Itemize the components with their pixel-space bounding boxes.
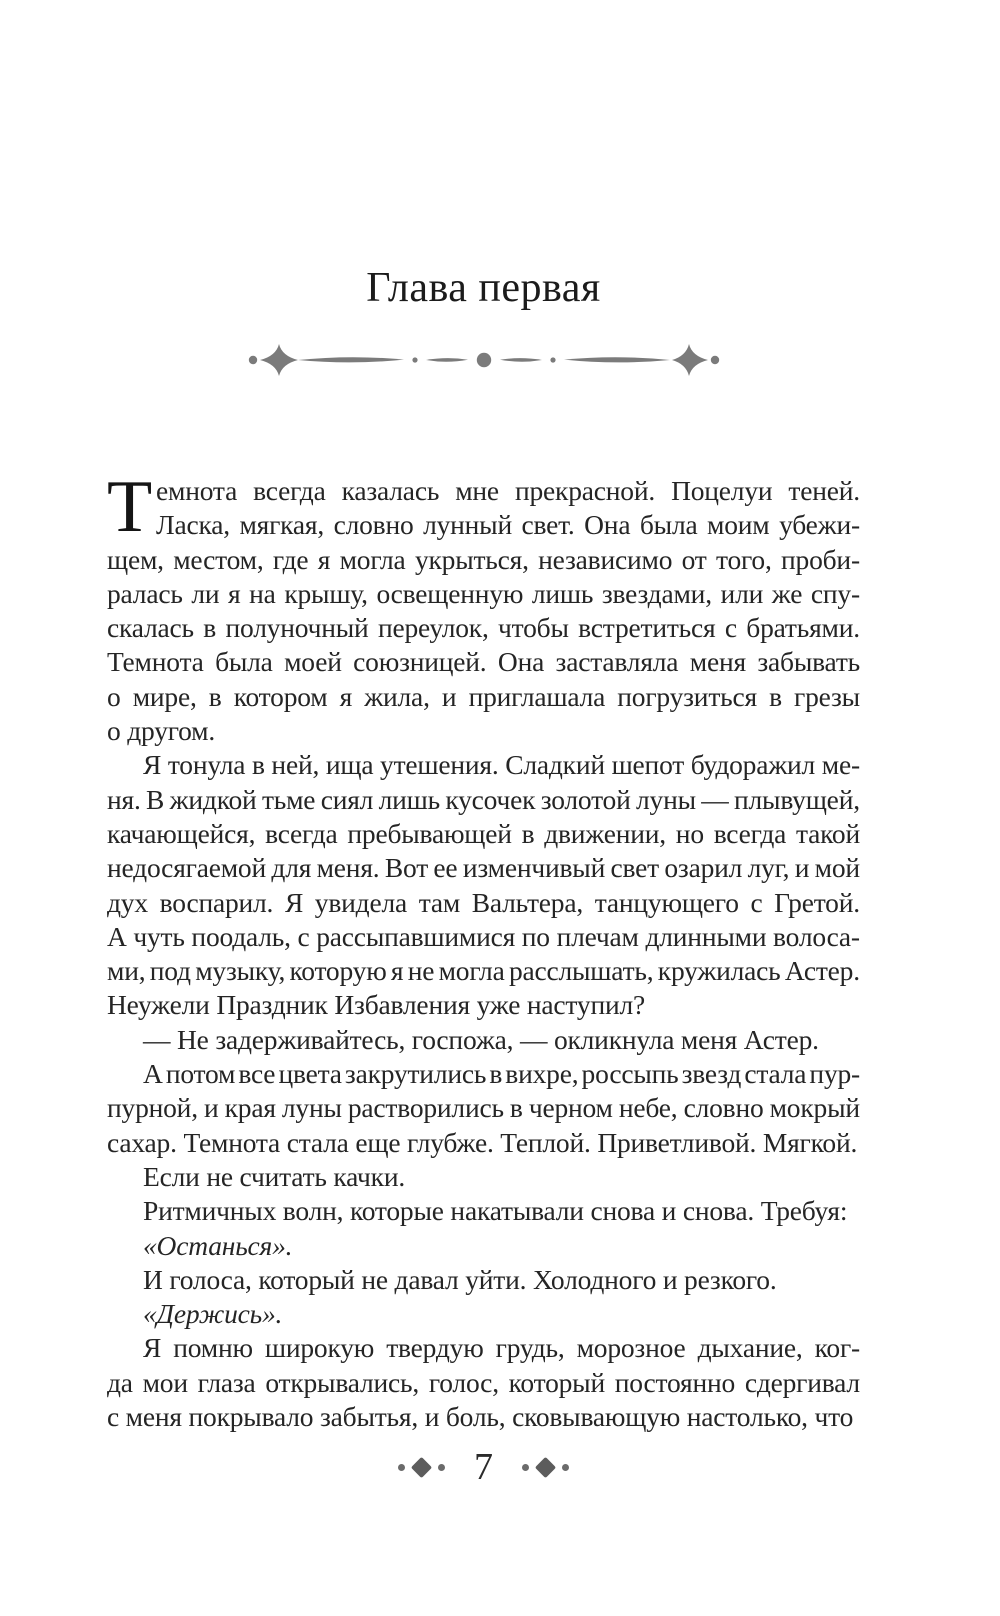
word: в	[509, 1092, 523, 1124]
word: грезы	[794, 680, 860, 712]
word: лишь	[531, 577, 594, 609]
word: в	[521, 817, 535, 849]
text-line: «Останься».	[143, 1229, 293, 1261]
word: тонула	[167, 749, 246, 781]
chapter-title: Глава первая	[366, 265, 601, 311]
word: в	[203, 612, 217, 644]
page-footer	[107, 1446, 860, 1488]
paragraph	[107, 1023, 860, 1057]
text-line: И голоса, который не давал уйти. Холодного и резкого.	[143, 1263, 777, 1295]
word: проби-	[781, 543, 860, 575]
word: меня.	[316, 852, 380, 884]
word: ми,	[107, 955, 146, 987]
word: Она	[584, 509, 631, 541]
word: постоянно	[614, 1366, 736, 1398]
word: кусочек	[445, 783, 536, 815]
paragraph	[107, 1057, 860, 1160]
word: недосягаемой	[107, 852, 267, 884]
diamond-icon	[411, 1456, 432, 1477]
text-line: «Держись».	[143, 1298, 283, 1330]
word: Поцелуи	[671, 475, 773, 506]
word: полуночный	[225, 612, 369, 644]
word: вихре,	[505, 1058, 579, 1090]
paragraph	[107, 1229, 860, 1263]
word: голос,	[428, 1366, 499, 1398]
word: скалась	[107, 612, 194, 644]
word: морозное	[576, 1332, 686, 1364]
word: казалась	[341, 475, 440, 506]
word: крышу,	[284, 577, 368, 609]
word: но	[675, 817, 704, 849]
word: небе,	[618, 1092, 678, 1124]
word: звездами,	[601, 577, 712, 609]
word: Темнота	[107, 646, 204, 678]
word: дыхание,	[697, 1332, 803, 1364]
text-line	[107, 886, 860, 920]
word: убежи-	[779, 509, 860, 541]
word: такой	[795, 817, 860, 849]
word: всегда	[253, 475, 326, 506]
text-line	[107, 1366, 860, 1400]
word: звезд	[681, 1058, 742, 1090]
word: пур-	[809, 1058, 860, 1090]
word: —	[701, 783, 729, 815]
word: поодаль,	[191, 920, 291, 952]
word: моим	[707, 509, 770, 541]
text-line: с меня покрывало забытья, и боль, сковывающую настолько, что	[107, 1401, 854, 1433]
word: я	[228, 577, 241, 609]
word: была	[639, 509, 698, 541]
word: стала	[744, 1058, 807, 1090]
word: от	[681, 543, 707, 575]
word: воспарил.	[159, 886, 274, 918]
word: чуть	[133, 920, 185, 952]
word: Астер.	[784, 955, 860, 987]
word: ког-	[814, 1332, 860, 1364]
word: танцующего	[594, 886, 739, 918]
word: и	[441, 680, 457, 712]
text-line: сахар. Темнота стала еще глубже. Теплой. Приветливой. Мягкой.	[107, 1126, 858, 1158]
word: укрыться,	[414, 543, 529, 575]
word: луг,	[747, 852, 790, 884]
word: черном	[528, 1092, 613, 1124]
word: по	[521, 920, 550, 952]
text-line	[107, 783, 860, 817]
text-line: — Не задерживайтесь, госпожа, — окликнула меня Астер.	[143, 1023, 819, 1055]
text-line: Ритмичных волн, которые накатывали снова и снова. Требуя:	[143, 1195, 848, 1227]
word: Сладкий	[505, 749, 605, 781]
word: в	[489, 1058, 503, 1090]
text-line	[107, 577, 860, 611]
word: волоса-	[773, 920, 860, 952]
word: мои	[142, 1366, 188, 1398]
word: движении,	[544, 817, 666, 849]
word: меня	[689, 646, 746, 678]
word: растворились	[347, 1092, 504, 1124]
dot-icon	[562, 1464, 569, 1471]
word: грудь,	[495, 1332, 565, 1364]
word: о	[107, 680, 121, 712]
word: и	[794, 852, 810, 884]
word: закрутились	[344, 1058, 487, 1090]
word: А	[143, 1058, 163, 1090]
word: музыку,	[195, 955, 286, 987]
paragraph	[107, 1297, 860, 1331]
word: в	[208, 680, 222, 712]
word: В	[146, 783, 165, 815]
diamond-icon	[535, 1456, 556, 1477]
dot-icon	[522, 1464, 529, 1471]
word: свет	[610, 852, 659, 884]
word: Вальтера,	[471, 886, 584, 918]
word: с	[724, 612, 737, 644]
text-line	[107, 1091, 860, 1125]
word: я	[339, 680, 353, 712]
word: освещенную	[376, 577, 524, 609]
word: Я	[143, 749, 162, 781]
paragraph	[107, 1194, 860, 1228]
word: ее	[433, 852, 458, 884]
text-line	[156, 508, 860, 542]
word: открывались,	[265, 1366, 420, 1398]
word: золотой	[540, 783, 631, 815]
word: ли	[191, 577, 220, 609]
body-text	[107, 466, 860, 1434]
word: Гретой.	[774, 886, 860, 918]
word: могла	[438, 955, 505, 987]
text-line	[107, 748, 860, 782]
text-line	[107, 817, 860, 851]
text-line	[156, 474, 860, 508]
word: независимо	[538, 543, 673, 575]
word: забывать	[757, 646, 860, 678]
word: кружилась	[657, 955, 781, 987]
word: с	[750, 886, 763, 918]
text-line: Неужели Праздник Избавления уже наступил?	[107, 989, 646, 1021]
word: края	[224, 1092, 276, 1124]
word: щем,	[107, 543, 164, 575]
word: расслышать,	[508, 955, 654, 987]
word: погрузиться	[617, 680, 757, 712]
dot-icon	[398, 1464, 405, 1471]
word: переулок,	[377, 612, 489, 644]
word: того,	[716, 543, 772, 575]
word: россыпь	[581, 1058, 679, 1090]
word: плывущей,	[734, 783, 860, 815]
text-line	[107, 645, 860, 679]
word: пребывающей	[347, 817, 512, 849]
word: всегда	[713, 817, 787, 849]
word: А	[107, 920, 127, 952]
word: с	[297, 920, 310, 952]
word: цвета	[278, 1058, 342, 1090]
word: где	[272, 543, 309, 575]
word: все	[238, 1058, 276, 1090]
word: ища	[325, 749, 374, 781]
word: местом,	[173, 543, 264, 575]
word: мокрый	[769, 1092, 860, 1124]
word: качающейся,	[107, 817, 256, 849]
word: не	[407, 955, 435, 987]
paragraph	[107, 1331, 860, 1434]
word: глаза	[197, 1366, 256, 1398]
word: потом	[165, 1058, 236, 1090]
word: лишь	[378, 783, 440, 815]
paragraph	[107, 1263, 860, 1297]
word: который	[508, 1366, 605, 1398]
word: емнота	[156, 475, 238, 506]
word: твердую	[386, 1332, 484, 1364]
word: встретиться	[578, 612, 716, 644]
word: сдергивал	[744, 1366, 860, 1398]
word: теней.	[788, 475, 860, 506]
word: ме-	[821, 749, 860, 781]
word: или	[720, 577, 764, 609]
word: братьями.	[746, 612, 860, 644]
word: под	[149, 955, 191, 987]
word: там	[418, 886, 461, 918]
word: тьме	[261, 783, 316, 815]
word: была	[215, 646, 273, 678]
text-line: о другом.	[107, 715, 216, 747]
word: сиял	[320, 783, 374, 815]
word: увидела	[314, 886, 407, 918]
word: приглашала	[468, 680, 606, 712]
text-line	[107, 611, 860, 645]
word: мне	[455, 475, 499, 506]
word: ня.	[107, 783, 141, 815]
word: и	[203, 1092, 219, 1124]
word: мягкая,	[239, 509, 325, 541]
word: помню	[173, 1332, 253, 1364]
word: плечам	[556, 920, 639, 952]
dot-icon	[438, 1464, 445, 1471]
word: прекрасной.	[514, 475, 656, 506]
word: Я	[143, 1332, 162, 1364]
word: чтобы	[498, 612, 569, 644]
word: шепот	[611, 749, 685, 781]
text-line	[107, 1331, 860, 1365]
text-line	[107, 954, 860, 988]
word: жидкой	[169, 783, 257, 815]
paragraph	[107, 1160, 860, 1194]
divider-flourish-icon	[248, 342, 720, 378]
word: могла	[339, 543, 406, 575]
word: моей	[284, 646, 342, 678]
word: рассыпавшимися	[316, 920, 516, 952]
word: ралась	[107, 577, 183, 609]
word: луны	[636, 783, 696, 815]
word: изменчивый	[462, 852, 606, 884]
word: Она	[497, 646, 545, 678]
word: словно	[683, 1092, 764, 1124]
word: всегда	[265, 817, 338, 849]
word: Ласка,	[156, 509, 230, 541]
word: жила,	[364, 680, 430, 712]
word: мой	[814, 852, 860, 884]
word: словно	[333, 509, 414, 541]
text-line: Если не считать качки.	[143, 1160, 406, 1192]
word: луны	[281, 1092, 342, 1124]
word: озарил	[664, 852, 743, 884]
word: длинными	[645, 920, 767, 952]
text-line	[107, 1057, 860, 1091]
word: же	[771, 577, 803, 609]
word: союзницей.	[353, 646, 487, 678]
word: мире,	[132, 680, 197, 712]
word: я	[317, 543, 331, 575]
paragraph	[107, 466, 860, 748]
word: пурной,	[107, 1092, 198, 1124]
page-number: 7	[474, 1446, 493, 1488]
word: да	[107, 1366, 133, 1398]
word: котором	[233, 680, 328, 712]
word: утешения.	[380, 749, 499, 781]
divider-ornament	[107, 342, 860, 378]
paragraph	[107, 748, 860, 1022]
word: на	[249, 577, 276, 609]
word: я	[390, 955, 404, 987]
word: Вот	[384, 852, 429, 884]
word: для	[271, 852, 312, 884]
word: широкую	[264, 1332, 375, 1364]
text-line	[107, 680, 860, 714]
word: дух	[107, 886, 148, 918]
word: спу-	[810, 577, 860, 609]
word: в	[251, 749, 265, 781]
word: Я	[284, 886, 304, 918]
text-line	[107, 543, 860, 577]
word: свет.	[521, 509, 575, 541]
text-line	[107, 851, 860, 885]
word: лунный	[423, 509, 512, 541]
text-line	[107, 920, 860, 954]
word: которую	[289, 955, 387, 987]
word: ней,	[271, 749, 320, 781]
word: в	[769, 680, 782, 712]
word: будоражил	[690, 749, 816, 781]
word: заставляла	[555, 646, 679, 678]
drop-cap: Т	[107, 466, 153, 548]
